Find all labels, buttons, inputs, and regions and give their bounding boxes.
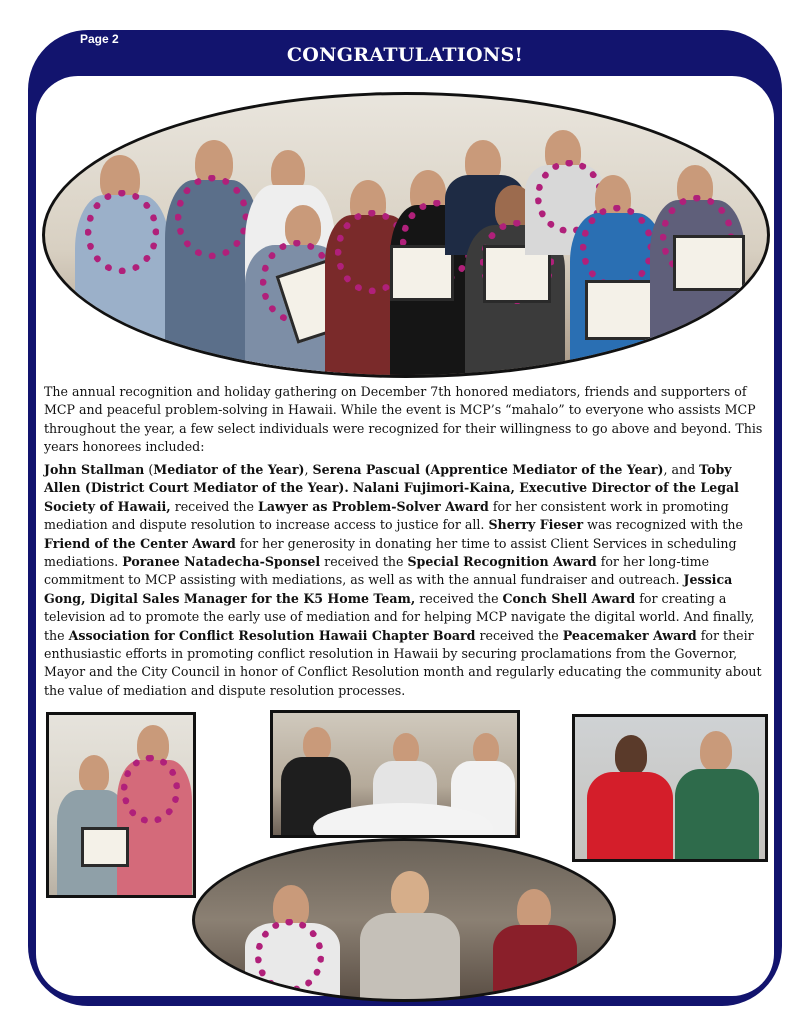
honoree-text: received the	[415, 590, 503, 606]
honoree-bold-text: John Stallman	[44, 462, 145, 477]
lei	[175, 175, 249, 259]
honoree-text: for her long-time commitment to MCP assisting with mediations, as well as with the annual fundraiser and outreach.	[44, 554, 710, 588]
person-shirt	[493, 925, 577, 1002]
certificate	[81, 827, 129, 867]
photo-two-women	[572, 714, 768, 862]
person-face	[615, 735, 647, 775]
honoree-text: received the	[320, 554, 408, 570]
honoree-bold-text: Friend of the Center Award	[44, 535, 236, 551]
honoree-text: for her consistent work in promoting mediation and dispute resolution to increase access to justice for all.	[44, 498, 729, 533]
lei	[580, 205, 654, 289]
person-face	[303, 727, 331, 761]
lei	[121, 755, 180, 824]
honoree-text: , and	[663, 462, 700, 477]
person-face	[700, 731, 732, 771]
group-photo	[42, 92, 770, 378]
honoree-text: for her generosity in donating her time to assist Client Services in scheduling mediations.	[44, 535, 737, 570]
photo-table-guests	[270, 710, 520, 838]
intro-paragraph: The annual recognition and holiday gathering on December 7th honored mediators, friends and supporters of MCP and peaceful problem-solving in Hawaii. While the event is MCP’s “mahalo” to everyone who assists MCP throughout the year, a few select individuals were recognized for their willingness to go above and beyond. This years honorees included:	[44, 384, 763, 455]
certificate	[673, 235, 745, 291]
honoree-bold-text: Serena Pascual (Apprentice Mediator of the Year)	[312, 462, 664, 477]
honoree-bold-text: Poranee Natadecha-Sponsel	[122, 554, 321, 570]
honoree-bold-text: Special Recognition Award	[407, 554, 597, 570]
honoree-bold-text: Conch Shell Award	[502, 590, 636, 606]
honoree-text: ,	[304, 462, 313, 477]
honorees-paragraph	[44, 461, 766, 700]
photo-three-guests	[192, 838, 616, 1002]
honoree-bold-text: Lawyer as Problem-Solver Award	[257, 498, 489, 514]
honoree-text: was recognized with the	[583, 517, 743, 533]
person-shirt	[360, 913, 460, 1002]
honoree-bold-text: Mediator of the Year)	[153, 462, 305, 477]
lei	[255, 919, 324, 993]
person-shirt	[675, 769, 759, 859]
honoree-text: (	[144, 462, 154, 477]
honoree-bold-text: Jessica Gong, Digital Sales Manager for the K5 Home Team,	[44, 572, 733, 606]
honoree-bold-text: Nalani Fujimori-Kaina, Executive Director of the Legal Society of Hawaii,	[44, 480, 739, 514]
honoree-text: received the	[170, 498, 258, 514]
person-face	[391, 871, 429, 917]
honoree-bold-text: Peacemaker Award	[562, 627, 697, 643]
person-face	[79, 755, 109, 793]
photo-pair-certificate	[46, 712, 196, 898]
lei	[85, 190, 159, 274]
honoree-text: received the	[475, 627, 563, 643]
honoree-bold-text: Toby Allen (District Court Mediator of the Year).	[44, 462, 732, 496]
certificate	[585, 280, 657, 340]
page-title: CONGRATULATIONS!	[286, 44, 524, 66]
honoree-text: for their enthusiastic efforts in promoting conflict resolution in Hawaii by securing proclamations from the Governor, Mayor and the City Council in honor of Conflict Resolution month and regularly educating the community about the value of mediation and dispute resolution processes.	[44, 627, 762, 698]
page-number-label: Page 2	[80, 32, 119, 46]
person-shirt	[587, 772, 673, 859]
honoree-text: for creating a television ad to promote the early use of mediation and for helping MCP navigate the digital world. And finally, the	[44, 590, 755, 643]
honoree-bold-text: Sherry Fieser	[488, 517, 584, 533]
honoree-bold-text: Association for Conflict Resolution Hawaii Chapter Board	[68, 627, 476, 643]
